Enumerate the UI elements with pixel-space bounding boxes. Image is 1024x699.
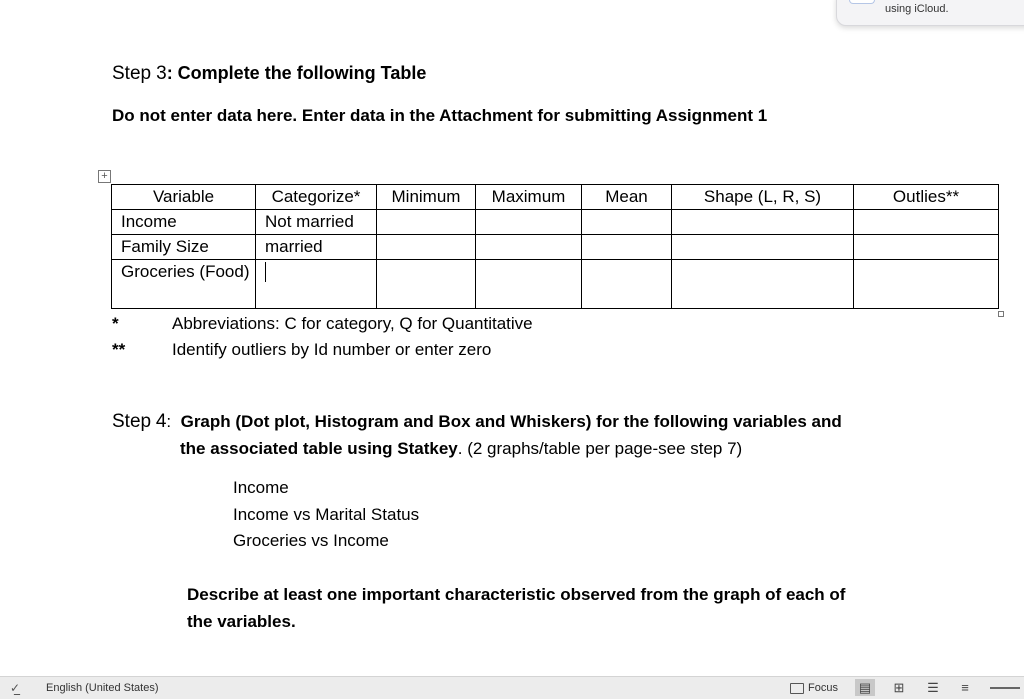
table-cell[interactable] [377,260,476,309]
table-cell[interactable] [854,260,999,309]
table-cell[interactable]: Family Size [112,235,256,260]
describe-instruction [187,581,907,635]
table-resize-handle[interactable] [998,311,1004,317]
table-cell[interactable] [377,210,476,235]
table-cell[interactable] [854,210,999,235]
footnote-mark: ** [112,340,126,359]
step3-instruction: Do not enter data here. Enter data in the Attachment for submitting Assignment 1 [112,106,768,125]
focus-button[interactable] [786,680,842,696]
step3-heading [112,63,426,85]
table-row [112,210,999,235]
draft-icon[interactable]: ≡ [961,680,969,695]
status-bar [0,676,1024,699]
header-cell[interactable]: Outlies** [854,185,999,210]
table-cell[interactable]: Groceries (Food) [112,260,256,309]
footnote-text: Abbreviations: C for category, Q for Quantitative [172,314,533,333]
zoom-slider[interactable] [990,687,1020,689]
table-cell[interactable] [672,210,854,235]
step4-line2 [112,435,892,462]
table-cell[interactable] [582,210,672,235]
step3-label-rest: : Complete the following Table [166,63,427,83]
header-cell[interactable]: Shape (L, R, S) [672,185,854,210]
document-icon [849,0,875,4]
step3-label-num: 3 [156,63,167,84]
step4-colon: : [166,412,172,431]
focus-label: Focus [808,682,838,694]
proofing-icon[interactable]: ✓̲ [10,681,21,695]
step4-label-num: 4 [155,411,167,432]
table-cell[interactable] [582,260,672,309]
step4-bold-1: Graph (Dot plot, Histogram and Box and Whiskers) for the following variables and [180,412,842,431]
header-cell[interactable]: Variable [112,185,256,210]
outline-icon[interactable]: ☰ [927,679,939,695]
table-row [112,260,999,309]
table-move-handle-icon[interactable]: + [98,170,111,183]
header-cell[interactable]: Categorize* [256,185,377,210]
header-cell[interactable]: Maximum [476,185,582,210]
table-cell[interactable] [377,235,476,260]
list-item: Groceries vs Income [233,531,389,550]
list-item: Income vs Marital Status [233,504,420,524]
table-cell[interactable] [476,260,582,309]
list-item: Income [233,478,289,497]
text-cursor [265,262,266,282]
data-table [111,184,999,309]
table-cell-active[interactable] [256,260,377,309]
header-cell[interactable]: Minimum [377,185,476,210]
variable-list [233,475,419,555]
describe-line: the variables. [187,612,296,631]
icloud-notification[interactable] [836,0,1024,26]
web-layout-icon[interactable]: ⊞ [893,679,905,695]
describe-line: Describe at least one important characteristic observed from the graph of each of [187,585,846,604]
table-cell[interactable]: Income [112,210,256,235]
table-cell[interactable] [854,235,999,260]
step3-label-word: Step [112,63,152,84]
step4-label-word: Step [112,411,152,432]
step4-heading [112,408,892,462]
table-header-row [112,185,999,210]
step4-normal: . (2 graphs/table per page-see step 7) [457,439,743,458]
table-cell[interactable] [582,235,672,260]
language-indicator[interactable]: English (United States) [46,682,159,694]
table-cell[interactable] [672,235,854,260]
header-cell[interactable]: Mean [582,185,672,210]
focus-icon [790,683,804,694]
table-row [112,235,999,260]
table-cell[interactable]: married [256,235,377,260]
table-cell[interactable] [672,260,854,309]
table-cell[interactable]: Not married [256,210,377,235]
footnote-text: Identify outliers by Id number or enter zero [172,340,492,359]
footnote-mark: * [112,314,119,333]
table-cell[interactable] [476,235,582,260]
print-layout-icon[interactable]: ▤ [855,679,875,696]
step4-bold-2: the associated table using Statkey [180,439,458,458]
table-cell[interactable] [476,210,582,235]
notification-text: using iCloud. [885,3,949,15]
